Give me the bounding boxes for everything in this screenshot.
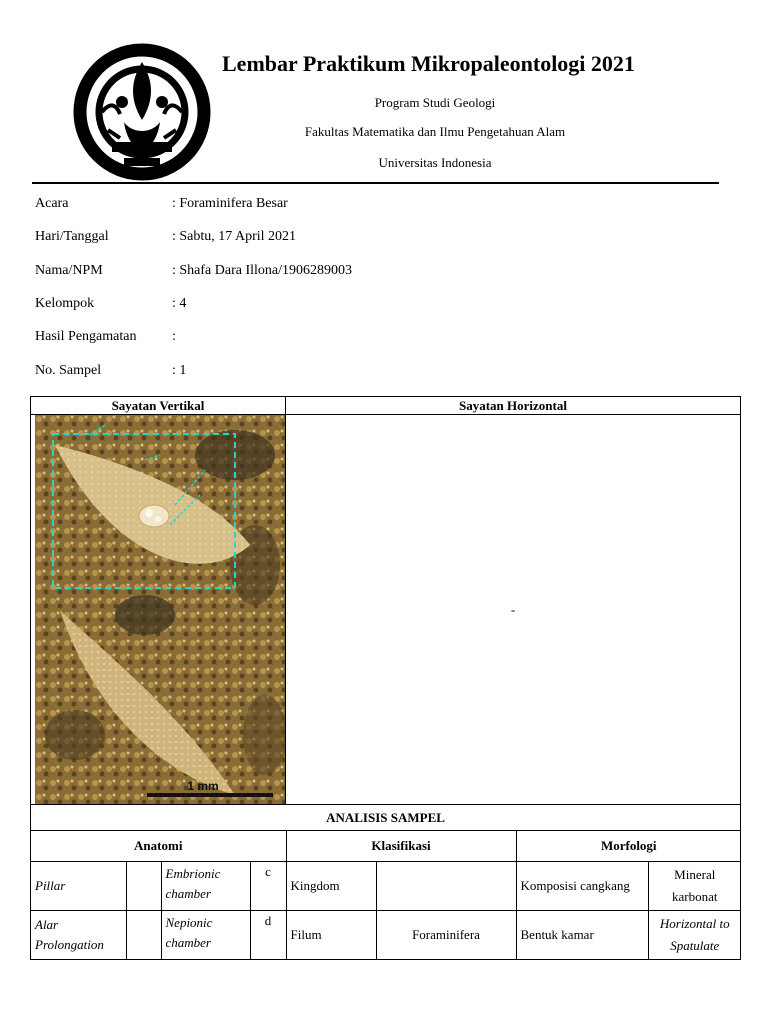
info-value-hasil: : bbox=[172, 329, 176, 344]
anatomi-heading: Anatomi bbox=[134, 838, 183, 853]
info-value-acara: : Foraminifera Besar bbox=[172, 196, 288, 211]
faculty-name: Fakultas Matematika dan Ilmu Pengetahuan Alam bbox=[304, 124, 566, 139]
header-sayatan-horizontal: Sayatan Horizontal bbox=[286, 397, 741, 415]
info-label-kelompok: Kelompok bbox=[35, 296, 95, 311]
info-label-acara: Acara bbox=[35, 196, 69, 211]
observation-table bbox=[30, 396, 741, 960]
klasifikasi-value: Foraminifera bbox=[376, 911, 516, 959]
klasifikasi-label: Kingdom bbox=[286, 862, 376, 910]
morfologi-value: Mineral karbonat bbox=[648, 862, 741, 910]
university-name: Universitas Indonesia bbox=[378, 155, 492, 170]
anatomi-item-box bbox=[126, 862, 161, 910]
anatomi-item: Alar Prolongation bbox=[35, 917, 104, 952]
program-name: Program Studi Geologi bbox=[374, 95, 496, 110]
anatomi-item: Nepionic chamber bbox=[161, 911, 250, 959]
header-divider bbox=[32, 182, 719, 184]
info-value-kelompok: : 4 bbox=[172, 296, 187, 311]
analisis-row bbox=[31, 862, 741, 910]
klasifikasi-label: Filum bbox=[286, 911, 376, 959]
klasifikasi-heading: Klasifikasi bbox=[286, 831, 516, 861]
horizontal-section-cell: - bbox=[286, 415, 741, 805]
info-value-sampel: : 1 bbox=[172, 363, 187, 378]
header-sayatan-vertikal: Sayatan Vertikal bbox=[31, 397, 286, 415]
anatomi-item: Embrionic chamber bbox=[161, 862, 250, 910]
klasifikasi-value bbox=[376, 862, 516, 910]
anatomi-item-box bbox=[126, 911, 161, 959]
info-value-nama: : Shafa Dara Illona/1906289003 bbox=[172, 263, 353, 278]
analisis-subheaders bbox=[31, 831, 741, 861]
morfologi-value: Horizontal to Spatulate bbox=[648, 911, 741, 959]
vertical-section-cell bbox=[31, 415, 286, 805]
scale-bar bbox=[147, 793, 273, 797]
scale-bar-label: 1 mm bbox=[187, 779, 219, 793]
info-label-sampel: No. Sampel bbox=[35, 363, 102, 378]
anatomi-mark: c bbox=[250, 862, 286, 910]
morfologi-label: Bentuk kamar bbox=[516, 911, 648, 959]
morfologi-label: Komposisi cangkang bbox=[516, 862, 648, 910]
info-value-tanggal: : Sabtu, 17 April 2021 bbox=[172, 229, 297, 244]
info-label-nama: Nama/NPM bbox=[35, 263, 103, 278]
anatomi-mark: d bbox=[250, 911, 286, 959]
anatomi-item: Pillar bbox=[35, 878, 66, 893]
university-logo-icon bbox=[72, 42, 212, 182]
info-label-tanggal: Hari/Tanggal bbox=[35, 229, 109, 244]
morfologi-heading: Morfologi bbox=[516, 831, 741, 861]
analisis-sampel-heading: ANALISIS SAMPEL bbox=[31, 805, 741, 831]
analisis-row bbox=[31, 911, 741, 959]
thin-section-micrograph bbox=[35, 415, 285, 804]
document-title: Lembar Praktikum Mikropaleontologi 2021 bbox=[222, 51, 635, 76]
info-label-hasil: Hasil Pengamatan bbox=[35, 329, 137, 344]
